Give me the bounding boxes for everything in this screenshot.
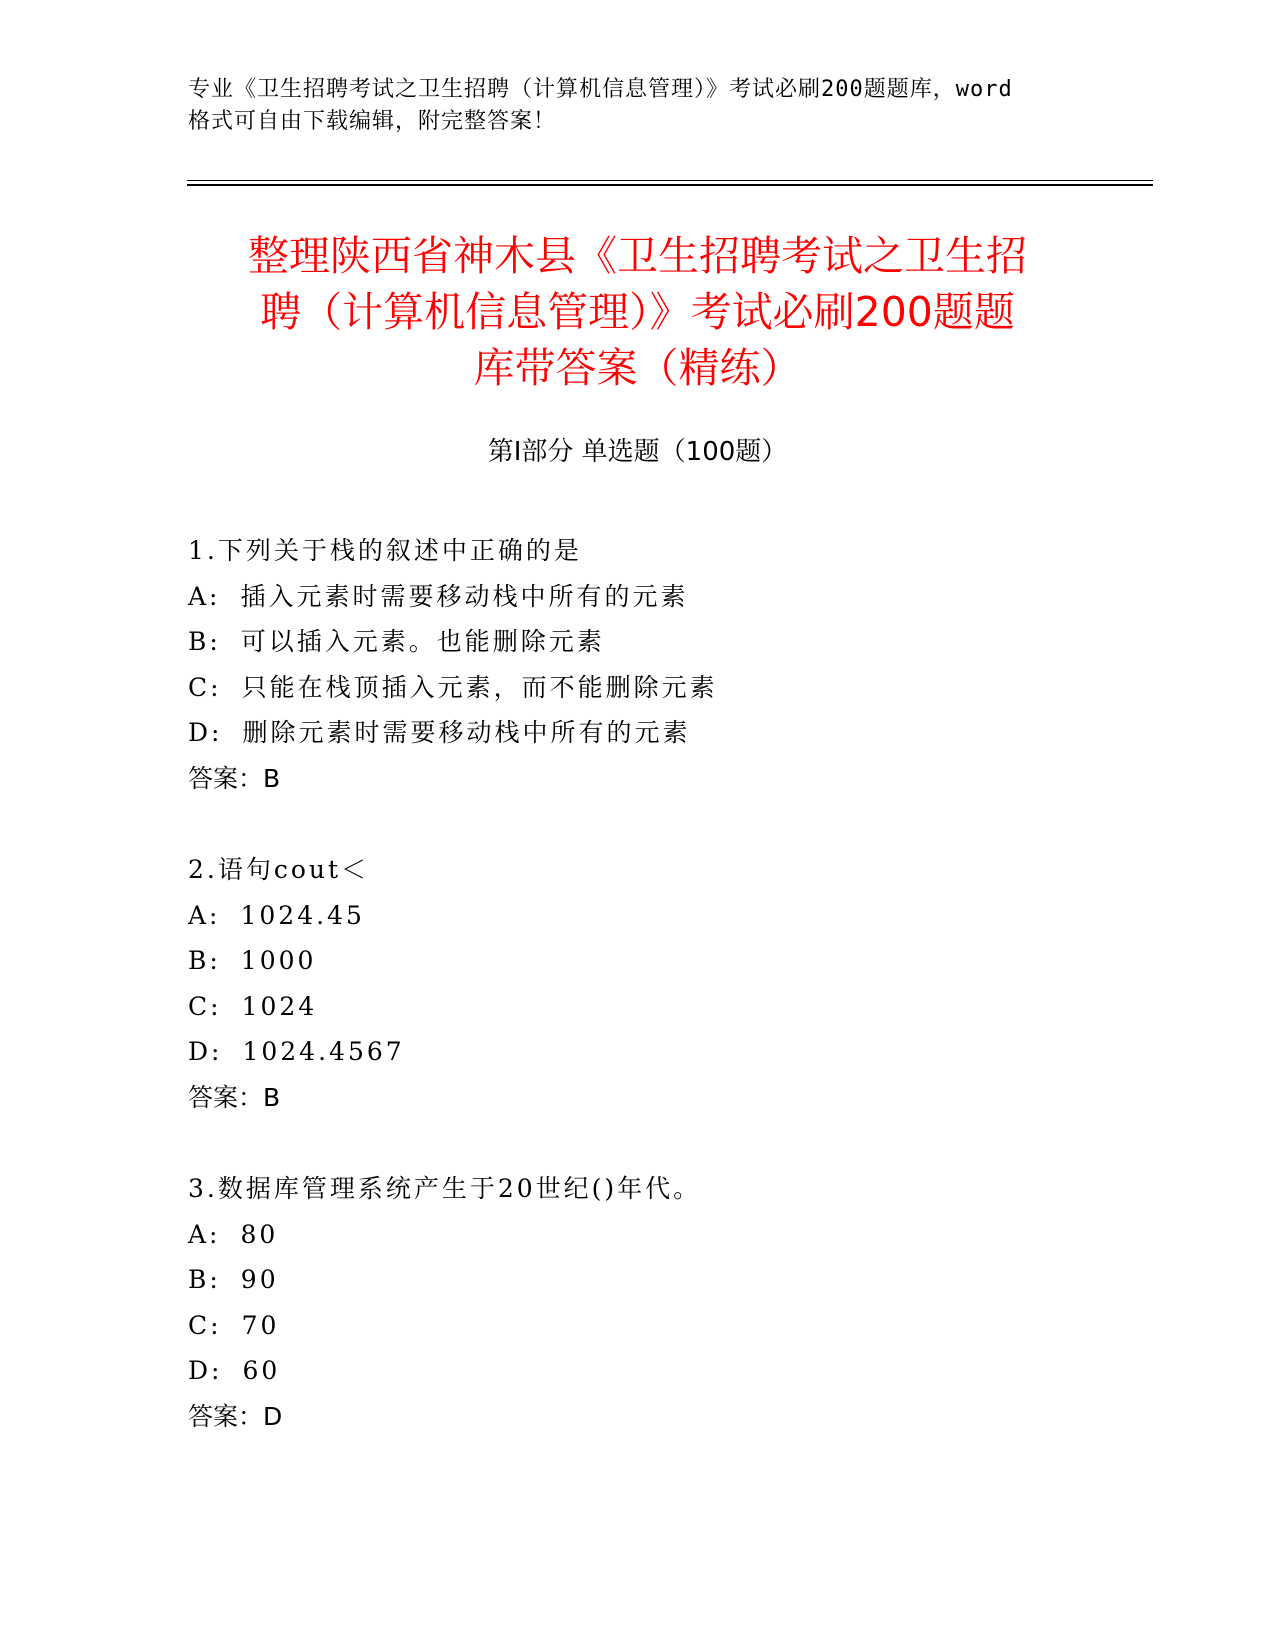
- option-d: [188, 1029, 1088, 1075]
- option-label: D:: [188, 1356, 223, 1385]
- option-a: [188, 574, 1088, 620]
- option-label: B:: [188, 627, 221, 656]
- intro-text: [188, 74, 1088, 138]
- question-list: [188, 528, 1088, 1485]
- option-label: A:: [188, 581, 221, 611]
- option-text: 1024.4567: [242, 1037, 405, 1066]
- option-text: 90: [240, 1265, 279, 1294]
- option-text: 60: [242, 1356, 281, 1385]
- option-text: 1024: [241, 991, 318, 1021]
- option-label: C:: [188, 991, 222, 1021]
- option-c: [188, 984, 1088, 1030]
- option-label: B:: [188, 1265, 221, 1294]
- title-line-1: 整理陕西省神木县《卫生招聘考试之卫生招: [248, 232, 1027, 280]
- option-text: 只能在栈顶插入元素，而不能删除元素: [241, 672, 718, 702]
- option-text: 80: [240, 1219, 279, 1249]
- option-text: 70: [241, 1310, 280, 1340]
- option-c: [188, 1303, 1088, 1349]
- intro-line-1: 专业《卫生招聘考试之卫生招聘（计算机信息管理）》考试必刷200题题库，word: [188, 77, 1013, 102]
- header-rule-thin: [187, 180, 1153, 181]
- option-b: [188, 938, 1088, 984]
- option-d: [188, 1348, 1088, 1394]
- option-a: [188, 1212, 1088, 1258]
- option-label: A:: [188, 900, 221, 930]
- question-2: [188, 847, 1088, 1120]
- option-d: [188, 710, 1088, 756]
- question-1: [188, 528, 1088, 801]
- option-a: [188, 893, 1088, 939]
- title-line-2: 聘（计算机信息管理）》考试必刷200题题: [260, 288, 1015, 336]
- intro-line-2: 格式可自由下载编辑，附完整答案！: [188, 109, 557, 134]
- option-text: 1024.45: [240, 900, 365, 930]
- title-line-3: 库带答案（精练）: [473, 344, 802, 392]
- document-title: [180, 228, 1095, 396]
- option-b: [188, 1257, 1088, 1303]
- option-c: [188, 665, 1088, 711]
- header-rule-thick: [187, 184, 1153, 186]
- option-label: C:: [188, 672, 222, 702]
- answer: 答案：B: [188, 1082, 281, 1112]
- option-text: 删除元素时需要移动栈中所有的元素: [242, 718, 691, 747]
- question-stem: 1.下列关于栈的叙述中正确的是: [188, 536, 582, 565]
- question-3: [188, 1166, 1088, 1439]
- option-label: A:: [188, 1219, 221, 1249]
- question-stem: 3.数据库管理系统产生于20世纪()年代。: [188, 1174, 702, 1203]
- option-text: 可以插入元素。也能删除元素: [240, 627, 605, 656]
- section-heading: 第Ⅰ部分 单选题（100题）: [487, 437, 788, 467]
- question-stem: 2.语句cout＜: [188, 855, 370, 884]
- option-b: [188, 619, 1088, 665]
- option-label: B:: [188, 946, 221, 975]
- option-text: 插入元素时需要移动栈中所有的元素: [240, 581, 689, 611]
- answer: 答案：B: [188, 763, 281, 793]
- answer: 答案：D: [188, 1401, 283, 1431]
- option-label: C:: [188, 1310, 222, 1340]
- option-label: D:: [188, 718, 223, 747]
- option-text: 1000: [240, 946, 317, 975]
- option-label: D:: [188, 1037, 223, 1066]
